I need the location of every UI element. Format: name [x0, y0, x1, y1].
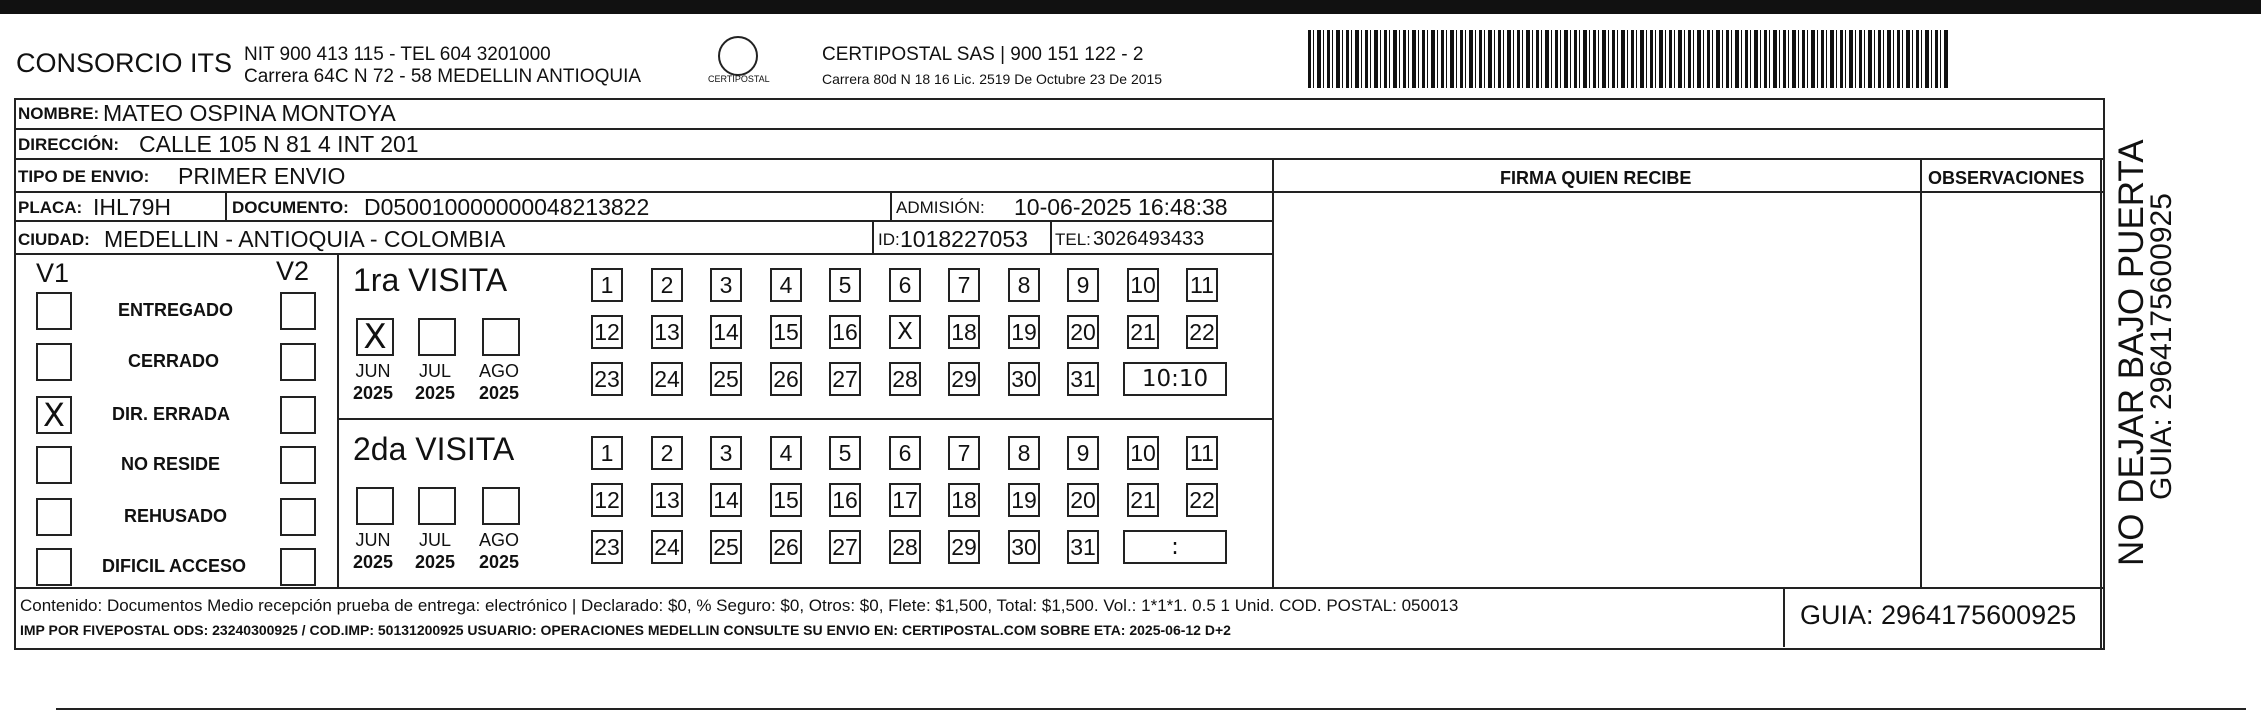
- visit1-day-box[interactable]: 23: [591, 362, 623, 396]
- v1-checkbox[interactable]: [36, 343, 72, 381]
- status-label: CERRADO: [128, 351, 220, 371]
- recipient-name: MATEO OSPINA MONTOYA: [103, 100, 396, 126]
- tipo-envio-label: TIPO DE ENVIO:: [18, 167, 150, 186]
- top-edge-band: [0, 0, 2261, 14]
- visit2-day-box[interactable]: 18: [948, 483, 980, 517]
- visit1-day-box[interactable]: 26: [770, 362, 802, 396]
- visit2-title: 2da VISITA: [353, 431, 515, 467]
- v2-checkbox[interactable]: [280, 343, 316, 381]
- company-address: Carrera 64C N 72 - 58 MEDELLIN ANTIOQUIA: [244, 66, 642, 87]
- row-divider: [14, 128, 2103, 130]
- visit1-day-box[interactable]: 12: [591, 315, 623, 349]
- visit1-day-box[interactable]: 28: [889, 362, 921, 396]
- visit1-day-box[interactable]: 14: [710, 315, 742, 349]
- ciudad-value: MEDELLIN - ANTIOQUIA - COLOMBIA: [104, 226, 506, 252]
- tipo-envio-value: PRIMER ENVIO: [178, 163, 346, 189]
- v1-header: V1: [36, 258, 70, 288]
- v1-checkbox[interactable]: [36, 446, 72, 484]
- visit1-day-box[interactable]: 2: [651, 268, 683, 302]
- footer-divider: [14, 587, 2103, 589]
- visit2-day-box[interactable]: 24: [651, 530, 683, 564]
- visit2-day-box[interactable]: 30: [1008, 530, 1040, 564]
- status-label: REHUSADO: [124, 506, 228, 526]
- visit2-day-box[interactable]: 23: [591, 530, 623, 564]
- visit1-day-box[interactable]: 5: [829, 268, 861, 302]
- status-label: ENTREGADO: [118, 300, 234, 320]
- visit1-day-box[interactable]: 11: [1186, 268, 1218, 302]
- visit2-month-label: [408, 529, 462, 573]
- column-divider: [890, 191, 892, 222]
- visit2-day-box[interactable]: 14: [710, 483, 742, 517]
- visit1-day-box[interactable]: 24: [651, 362, 683, 396]
- v2-checkbox[interactable]: [280, 396, 316, 434]
- visit2-day-box[interactable]: 12: [591, 483, 623, 517]
- visit2-day-box[interactable]: 8: [1008, 436, 1040, 470]
- v2-checkbox[interactable]: [280, 498, 316, 536]
- visit1-month-label: [408, 360, 462, 404]
- id-label: ID:: [878, 230, 900, 249]
- carrier-address: Carrera 80d N 18 16 Lic. 2519 De Octubre 23 De 2015: [822, 71, 1163, 87]
- month-name: JUL: [418, 361, 451, 381]
- side-guia-text: GUIA: 2964175600925: [2145, 193, 2178, 500]
- month-year: 2025: [414, 383, 456, 403]
- visit2-day-box[interactable]: 31: [1067, 530, 1099, 564]
- visit2-day-box[interactable]: 1: [591, 436, 623, 470]
- visit2-day-box[interactable]: 5: [829, 436, 861, 470]
- v1-checkbox[interactable]: [36, 548, 72, 586]
- visit2-day-box[interactable]: 20: [1067, 483, 1099, 517]
- placa-value: IHL79H: [93, 194, 171, 220]
- visit1-day-box[interactable]: 25: [710, 362, 742, 396]
- month-name: JUN: [355, 530, 391, 550]
- visit2-month-checkbox[interactable]: [482, 487, 520, 525]
- month-year: 2025: [414, 552, 456, 572]
- direccion-label: DIRECCIÓN:: [18, 135, 120, 154]
- visit1-day-box[interactable]: 7: [948, 268, 980, 302]
- visit2-day-box[interactable]: 22: [1186, 483, 1218, 517]
- visit1-day-box[interactable]: 3: [710, 268, 742, 302]
- column-divider: [1920, 158, 1922, 588]
- no-dejar-bajo-puerta-text: NO DEJAR BAJO PUERTA: [2112, 139, 2151, 566]
- bottom-rule: [56, 708, 2246, 710]
- status-label: NO RESIDE: [121, 454, 221, 474]
- visit2-day-box[interactable]: 26: [770, 530, 802, 564]
- month-year: 2025: [352, 383, 394, 403]
- status-label: DIFICIL ACCESO: [102, 556, 247, 576]
- visit1-day-box[interactable]: 30: [1008, 362, 1040, 396]
- visit2-month-label: [472, 529, 526, 573]
- row-divider: [14, 253, 1274, 255]
- guia-number: GUIA: 2964175600925: [1800, 600, 2077, 630]
- visit2-day-box[interactable]: 7: [948, 436, 980, 470]
- visit1-day-box[interactable]: 16: [829, 315, 861, 349]
- visit2-month-checkbox[interactable]: [418, 487, 456, 525]
- visit1-day-box[interactable]: 27: [829, 362, 861, 396]
- visit1-month-checkbox[interactable]: [418, 318, 456, 356]
- admision-label: ADMISIÓN:: [896, 198, 985, 217]
- status-label: DIR. ERRADA: [112, 404, 231, 424]
- month-name: AGO: [478, 530, 519, 550]
- v1-checkbox[interactable]: [36, 292, 72, 330]
- ciudad-label: CIUDAD:: [18, 230, 90, 249]
- visit2-day-box[interactable]: 19: [1008, 483, 1040, 517]
- visit1-month-checkbox[interactable]: [482, 318, 520, 356]
- carrier-line: CERTIPOSTAL SAS | 900 151 122 - 2: [822, 44, 1144, 65]
- certipostal-logo-icon: [718, 36, 758, 76]
- v2-checkbox[interactable]: [280, 548, 316, 586]
- visit2-day-box[interactable]: 11: [1186, 436, 1218, 470]
- month-year: 2025: [478, 552, 520, 572]
- visit2-day-box[interactable]: 21: [1127, 483, 1159, 517]
- visit1-day-box[interactable]: 20: [1067, 315, 1099, 349]
- contenido-line: Contenido: Documentos Medio recepción prueba de entrega: electrónico | Declarado: $0, % Seguro: $0, Otros: $0, Flete: $1,500, Total: $1,500. Vol.: 1*1*1. 0.5 1 Unid. COD. POSTAL: 050013: [20, 596, 1459, 615]
- visit1-month-label: [346, 360, 400, 404]
- visit1-day-box[interactable]: 13: [651, 315, 683, 349]
- column-divider: [872, 220, 874, 254]
- visit1-title: 1ra VISITA: [353, 262, 508, 298]
- row-divider: [14, 191, 2103, 193]
- v2-header: V2: [276, 256, 310, 286]
- visit2-day-box[interactable]: 28: [889, 530, 921, 564]
- placa-label: PLACA:: [18, 198, 83, 217]
- row-divider: [14, 158, 2103, 160]
- visit2-day-box[interactable]: 6: [889, 436, 921, 470]
- visit1-day-box[interactable]: 8: [1008, 268, 1040, 302]
- visit2-day-box[interactable]: 13: [651, 483, 683, 517]
- v1-checkbox[interactable]: X: [36, 396, 72, 434]
- visit2-day-box[interactable]: 3: [710, 436, 742, 470]
- month-year: 2025: [352, 552, 394, 572]
- visit1-day-box[interactable]: 10: [1127, 268, 1159, 302]
- visit2-day-box[interactable]: 16: [829, 483, 861, 517]
- visit1-day-box[interactable]: 6: [889, 268, 921, 302]
- visit2-day-box[interactable]: 4: [770, 436, 802, 470]
- company-name: CONSORCIO ITS: [16, 48, 233, 78]
- visit2-day-box[interactable]: 2: [651, 436, 683, 470]
- visit1-month-checkbox[interactable]: X: [356, 318, 394, 356]
- column-divider: [1272, 158, 1274, 588]
- visit1-day-box[interactable]: 9: [1067, 268, 1099, 302]
- impresion-line: IMP POR FIVEPOSTAL ODS: 23240300925 / COD.IMP: 50131200925 USUARIO: OPERACIONES MEDELLIN CONSULTE SU ENVIO EN: CERTIPOSTAL.COM SOBRE ETA: 2025-06-12 D+2: [20, 622, 1231, 638]
- barcode-icon: [1308, 30, 1948, 88]
- visit2-day-box[interactable]: 29: [948, 530, 980, 564]
- tel-value: 3026493433: [1093, 228, 1205, 250]
- nit-line: NIT 900 413 115 - TEL 604 3201000: [244, 44, 551, 65]
- id-value: 1018227053: [900, 226, 1028, 252]
- documento-label: DOCUMENTO:: [232, 198, 349, 217]
- visit2-day-box[interactable]: 25: [710, 530, 742, 564]
- visit1-day-box[interactable]: 19: [1008, 315, 1040, 349]
- month-name: JUN: [355, 361, 391, 381]
- firma-label: FIRMA QUIEN RECIBE: [1500, 168, 1692, 188]
- column-divider: [225, 191, 227, 222]
- v1-checkbox[interactable]: [36, 498, 72, 536]
- column-divider: [2100, 158, 2102, 648]
- visit2-day-box[interactable]: 9: [1067, 436, 1099, 470]
- admision-value: 10-06-2025 16:48:38: [1014, 194, 1228, 220]
- visit1-day-box[interactable]: 22: [1186, 315, 1218, 349]
- visit2-day-box[interactable]: 15: [770, 483, 802, 517]
- observaciones-label: OBSERVACIONES: [1928, 168, 2085, 188]
- nombre-label: NOMBRE:: [18, 104, 100, 123]
- visit1-day-box[interactable]: X: [889, 315, 921, 349]
- logo-text: CERTIPOSTAL: [708, 74, 770, 84]
- column-divider: [337, 253, 339, 588]
- visit1-day-box[interactable]: 1: [591, 268, 623, 302]
- visit1-day-box[interactable]: 31: [1067, 362, 1099, 396]
- recipient-address: CALLE 105 N 81 4 INT 201: [139, 131, 419, 157]
- documento-value: D050010000000048213822: [364, 194, 650, 220]
- visit1-day-box[interactable]: 29: [948, 362, 980, 396]
- visit2-day-box[interactable]: 17: [889, 483, 921, 517]
- visit-divider: [337, 418, 1273, 420]
- v2-checkbox[interactable]: [280, 292, 316, 330]
- visit2-month-label: [346, 529, 400, 573]
- visit1-month-label: [472, 360, 526, 404]
- v2-checkbox[interactable]: [280, 446, 316, 484]
- month-year: 2025: [478, 383, 520, 403]
- visit2-month-checkbox[interactable]: [356, 487, 394, 525]
- column-divider: [1050, 220, 1052, 254]
- visit1-day-box[interactable]: 21: [1127, 315, 1159, 349]
- column-divider: [1783, 587, 1785, 647]
- visit1-day-box[interactable]: 4: [770, 268, 802, 302]
- visit1-day-box[interactable]: 15: [770, 315, 802, 349]
- month-name: AGO: [478, 361, 519, 381]
- visit1-time-box[interactable]: 10:10: [1123, 362, 1227, 396]
- month-name: JUL: [418, 530, 451, 550]
- visit2-day-box[interactable]: 10: [1127, 436, 1159, 470]
- tel-label: TEL:: [1055, 230, 1091, 249]
- visit2-day-box[interactable]: 27: [829, 530, 861, 564]
- visit2-time-box[interactable]: :: [1123, 530, 1227, 564]
- visit1-day-box[interactable]: 18: [948, 315, 980, 349]
